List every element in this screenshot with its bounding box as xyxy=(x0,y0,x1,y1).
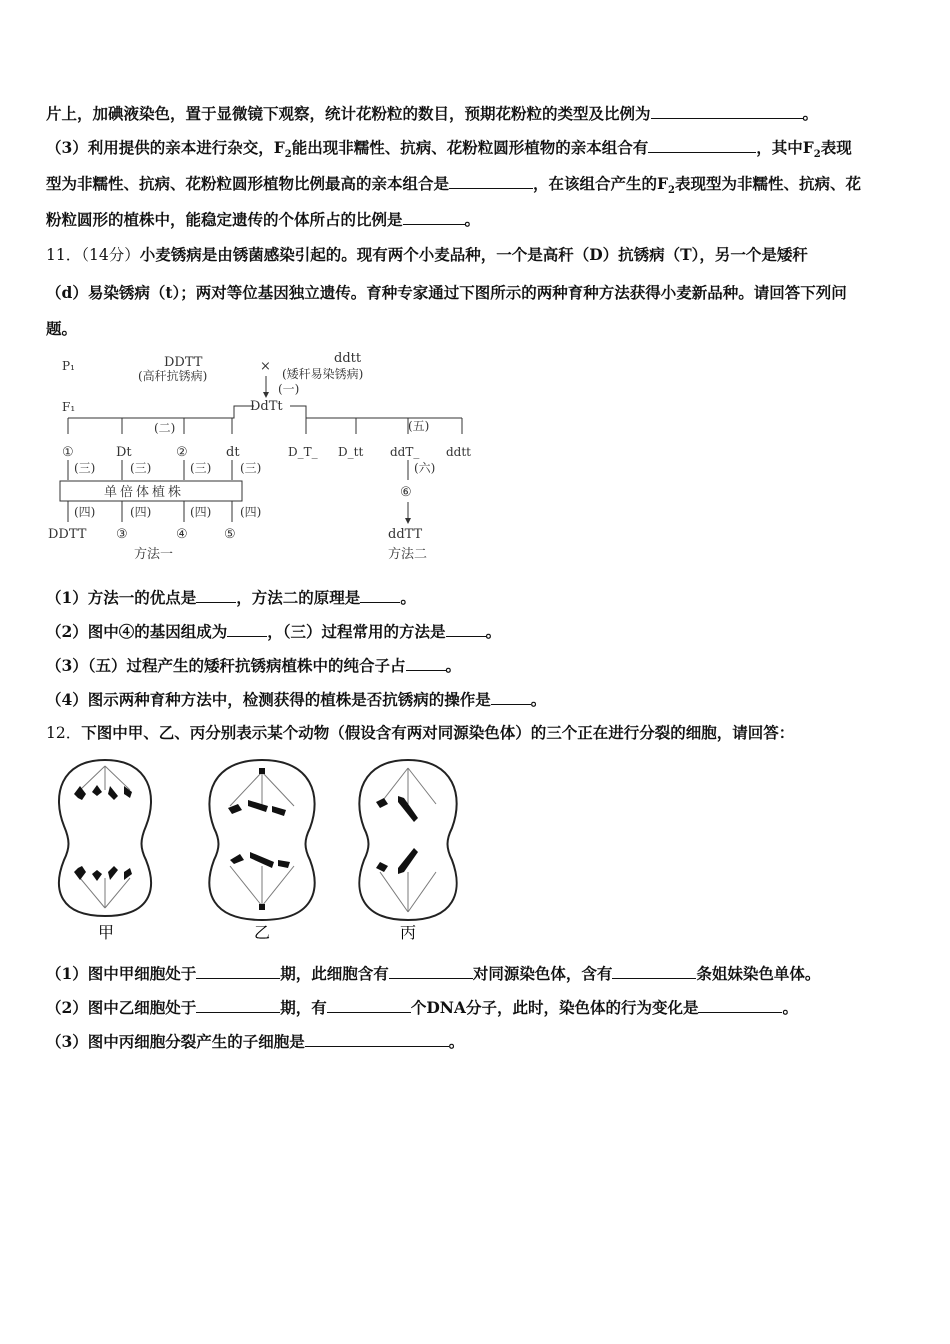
q12-sub2: （2）图中乙细胞处于 期，有 个DNA分子，此时，染色体的行为变化是 。 xyxy=(46,998,798,1017)
m1-result-3: ④ xyxy=(176,527,188,542)
answer-blank[interactable] xyxy=(651,102,803,119)
m2-class-2: D_tt xyxy=(338,445,364,459)
p1-label: P₁ xyxy=(62,359,75,373)
answer-blank[interactable] xyxy=(491,688,531,705)
q12-sub3: （3）图中丙细胞分裂产生的子细胞是 。 xyxy=(46,1032,465,1051)
q12-sub1: （1）图中甲细胞处于 期，此细胞含有 对同源染色体，含有 条姐妹染色单体。 xyxy=(46,964,821,983)
q10-line2: （3）利用提供的亲本进行杂交，$F_2$能出现非糯性、抗病、花粉粒圆形植物的亲本组合有 ，其中$F_2$表现 xyxy=(46,138,852,161)
parent1-desc: (高秆抗锈病) xyxy=(138,369,208,383)
f1-genotype: DdTt xyxy=(250,399,283,414)
m2-class-3: ddT_ xyxy=(390,445,420,459)
cell-division-figures xyxy=(50,756,470,946)
m2-result-6: ⑥ xyxy=(400,485,412,500)
answer-blank[interactable] xyxy=(449,172,533,189)
answer-blank[interactable] xyxy=(196,996,280,1013)
q11-stem-line1: 11．（14分）小麦锈病是由锈菌感染引起的。现有两个小麦品种，一个是高秆（D）抗锈病（T），另一个是矮秆 xyxy=(46,245,808,264)
q11-sub3: （3）（五）过程产生的矮秆抗锈病植株中的纯合子占 。 xyxy=(46,656,462,675)
answer-blank[interactable] xyxy=(612,962,696,979)
cell-label-yi: 乙 xyxy=(254,923,271,942)
step-3: (三) xyxy=(190,461,212,475)
answer-blank[interactable] xyxy=(446,620,486,637)
parent2-desc: (矮秆易染锈病) xyxy=(282,367,364,381)
cross-symbol: × xyxy=(260,359,271,374)
q10-line1: 片上，加碘液染色，置于显微镜下观察，统计花粉粒的数目，预期花粉粒的类型及比例为 。 xyxy=(46,104,819,123)
step-3: (三) xyxy=(240,461,262,475)
answer-blank[interactable] xyxy=(406,654,446,671)
m2-class-1: D_T_ xyxy=(288,445,318,459)
m1-cell-1: ① xyxy=(62,445,74,460)
cell-yi-figure xyxy=(209,760,314,942)
q10-line3: 型为非糯性、抗病、花粉粒圆形植物比例最高的亲本组合是 ，在该组合产生的$F_2$表现型为非糯性、抗病、花 xyxy=(46,174,862,197)
m1-cell-2: Dt xyxy=(116,445,132,460)
cell-label-jia: 甲 xyxy=(98,923,115,942)
step-2: (二) xyxy=(154,421,176,435)
m1-result-2: ③ xyxy=(116,527,128,542)
answer-blank[interactable] xyxy=(305,1030,449,1047)
haploid-box: 单倍体植株 xyxy=(104,485,185,500)
q11-sub4: （4）图示两种育种方法中，检测获得的植株是否抗锈病的操作是 。 xyxy=(46,690,547,709)
q11-sub2: （2）图中④的基因组成为 ，（三）过程常用的方法是 。 xyxy=(46,622,502,641)
answer-blank[interactable] xyxy=(327,996,411,1013)
q11-stem-line2: （d）易染锈病（t）；两对等位基因独立遗传。育种专家通过下图所示的两种育种方法获得小麦新品种。请回答下列问 xyxy=(46,283,847,302)
breeding-diagram xyxy=(44,348,484,568)
method2-label: 方法二 xyxy=(388,547,428,562)
method1-label: 方法一 xyxy=(134,547,174,562)
m2-class-4: ddtt xyxy=(446,445,472,459)
m1-cell-4: dt xyxy=(226,445,240,460)
step-6: (六) xyxy=(414,461,436,475)
answer-blank[interactable] xyxy=(389,962,473,979)
step-4: (四) xyxy=(130,505,152,519)
answer-blank[interactable] xyxy=(196,586,236,603)
answer-blank[interactable] xyxy=(227,620,267,637)
m1-result-1: DDTT xyxy=(48,527,87,542)
step-5: (五) xyxy=(408,419,430,433)
answer-blank[interactable] xyxy=(196,962,280,979)
cell-jia-figure xyxy=(59,760,151,942)
step-1: (一) xyxy=(278,382,300,396)
answer-blank[interactable] xyxy=(698,996,782,1013)
parent2-genotype: ddtt xyxy=(334,351,362,366)
parent1-genotype: DDTT xyxy=(164,355,203,370)
q11-stem-line3: 题。 xyxy=(46,319,78,338)
q12-stem: 12．下图中甲、乙、丙分别表示某个动物（假设含有两对同源染色体）的三个正在进行分裂的细胞，请回答： xyxy=(46,723,795,742)
cell-label-bing: 丙 xyxy=(400,923,417,942)
step-4: (四) xyxy=(74,505,96,519)
step-3: (三) xyxy=(74,461,96,475)
step-4: (四) xyxy=(240,505,262,519)
m1-result-4: ⑤ xyxy=(224,527,236,542)
step-4: (四) xyxy=(190,505,212,519)
q11-sub1: （1）方法一的优点是 ，方法二的原理是 。 xyxy=(46,588,416,607)
answer-blank[interactable] xyxy=(360,586,400,603)
cell-bing-figure xyxy=(359,760,456,942)
f1-label: F₁ xyxy=(62,400,76,414)
m2-result: ddTT xyxy=(388,527,423,542)
answer-blank[interactable] xyxy=(403,208,465,225)
step-3: (三) xyxy=(130,461,152,475)
m1-cell-3: ② xyxy=(176,445,188,460)
answer-blank[interactable] xyxy=(648,136,756,153)
q10-line4: 粉粒圆形的植株中，能稳定遗传的个体所占的比例是 。 xyxy=(46,210,481,229)
